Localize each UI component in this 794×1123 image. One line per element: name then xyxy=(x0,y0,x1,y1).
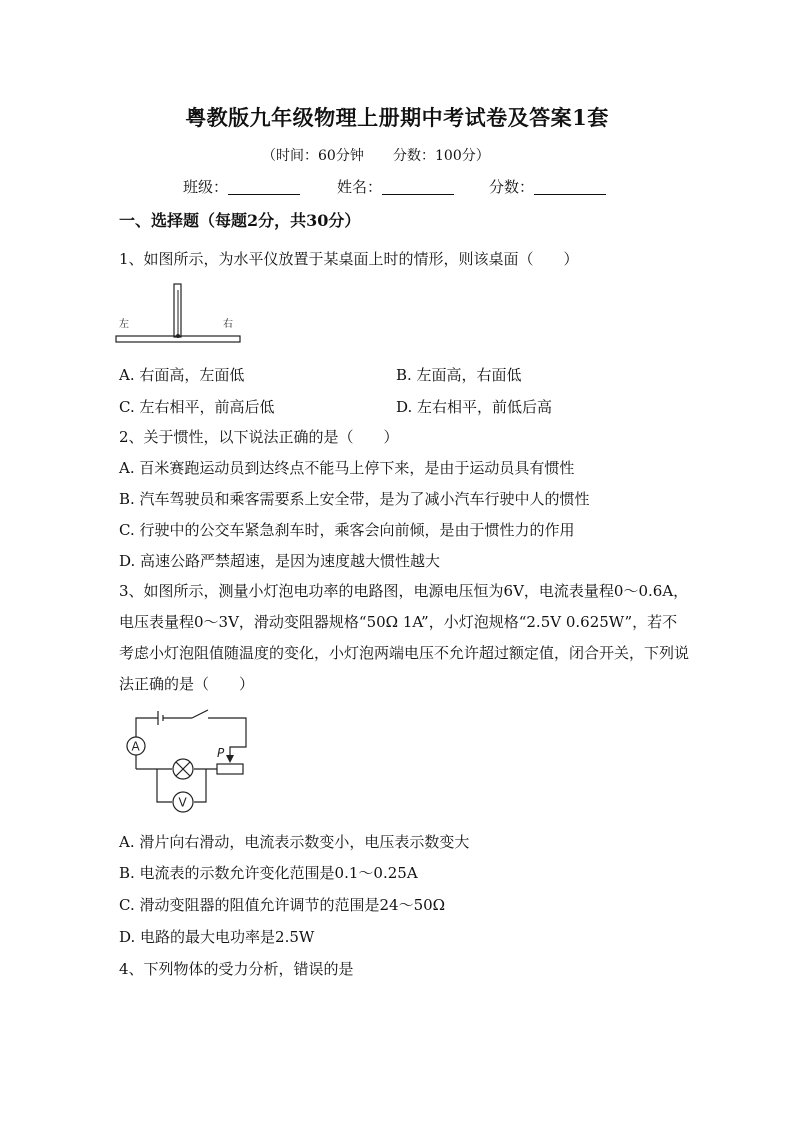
question-3-stem: 3、如图所示，测量小灯泡电功率的电路图，电源电压恒为6V，电流表量程0～0.6A，电压表量程0～3V，滑动变阻器规格“50Ω 1A”，小灯泡规格“2.5V 0.625W”，若不考虑小灯泡阻值随温度的变化，小灯泡两端电压不允许超过额定值，闭合开关，下列说法正确的是（ ） xyxy=(119,582,690,693)
ammeter-label: A xyxy=(131,739,140,754)
q2-option-b: B. 汽车驾驶员和乘客需要系上安全带，是为了减小汽车行驶中人的惯性 xyxy=(119,490,590,508)
class-label: 班级： xyxy=(183,178,229,196)
q2-option-d: D. 高速公路严禁超速，是因为速度越大惯性越大 xyxy=(119,552,441,570)
q1-option-d: D. 左右相平，前低后高 xyxy=(396,398,553,416)
q1-option-c: C. 左右相平，前高后低 xyxy=(119,398,275,416)
circuit-figure xyxy=(120,707,255,813)
exam-total-score: 分数：100分） xyxy=(393,148,490,164)
q3-option-c: C. 滑动变阻器的阻值允许调节的范围是24～50Ω xyxy=(119,896,446,914)
q3-option-a: A. 滑片向右滑动，电流表示数变小，电压表示数变大 xyxy=(119,833,470,851)
figure-left-label: 左 xyxy=(119,319,129,330)
plumb-bob xyxy=(176,334,180,338)
page-title: 粤教版九年级物理上册期中考试卷及答案1套 xyxy=(185,105,609,130)
voltmeter-label: V xyxy=(178,795,187,810)
q1-option-b: B. 左面高，右面低 xyxy=(396,366,522,384)
q3-option-d: D. 电路的最大电功率是2.5W xyxy=(119,928,315,946)
question-4-stem: 4、下列物体的受力分析，错误的是 xyxy=(119,960,354,978)
score-blank[interactable] xyxy=(534,180,606,195)
q2-option-a: A. 百米赛跑运动员到达终点不能马上停下来，是由于运动员具有惯性 xyxy=(119,459,575,477)
name-field xyxy=(337,176,454,197)
name-blank[interactable] xyxy=(382,180,454,195)
figure-right-label: 右 xyxy=(223,319,233,330)
class-blank[interactable] xyxy=(228,180,300,195)
slider-arrow xyxy=(226,755,234,763)
exam-time: （时间：60分钟 xyxy=(262,148,364,164)
question-2-stem: 2、关于惯性，以下说法正确的是（ ） xyxy=(119,428,399,446)
q3-option-b: B. 电流表的示数允许变化范围是0.1～0.25A xyxy=(119,864,418,882)
rheostat-symbol xyxy=(217,764,243,774)
section-heading: 一、选择题（每题2分，共30分） xyxy=(119,211,361,230)
q2-option-c: C. 行驶中的公交车紧急刹车时，乘客会向前倾，是由于惯性力的作用 xyxy=(119,521,575,539)
class-field xyxy=(183,176,300,197)
question-1-stem: 1、如图所示，为水平仪放置于某桌面上时的情形，则该桌面（ ） xyxy=(119,250,579,268)
level-figure xyxy=(115,282,245,350)
slider-label: P xyxy=(217,746,225,760)
lamp-symbol xyxy=(173,759,193,779)
score-label: 分数： xyxy=(489,178,535,196)
score-field xyxy=(489,176,606,197)
q1-option-a: A. 右面高，左面低 xyxy=(119,366,245,384)
name-label: 姓名： xyxy=(337,178,383,196)
